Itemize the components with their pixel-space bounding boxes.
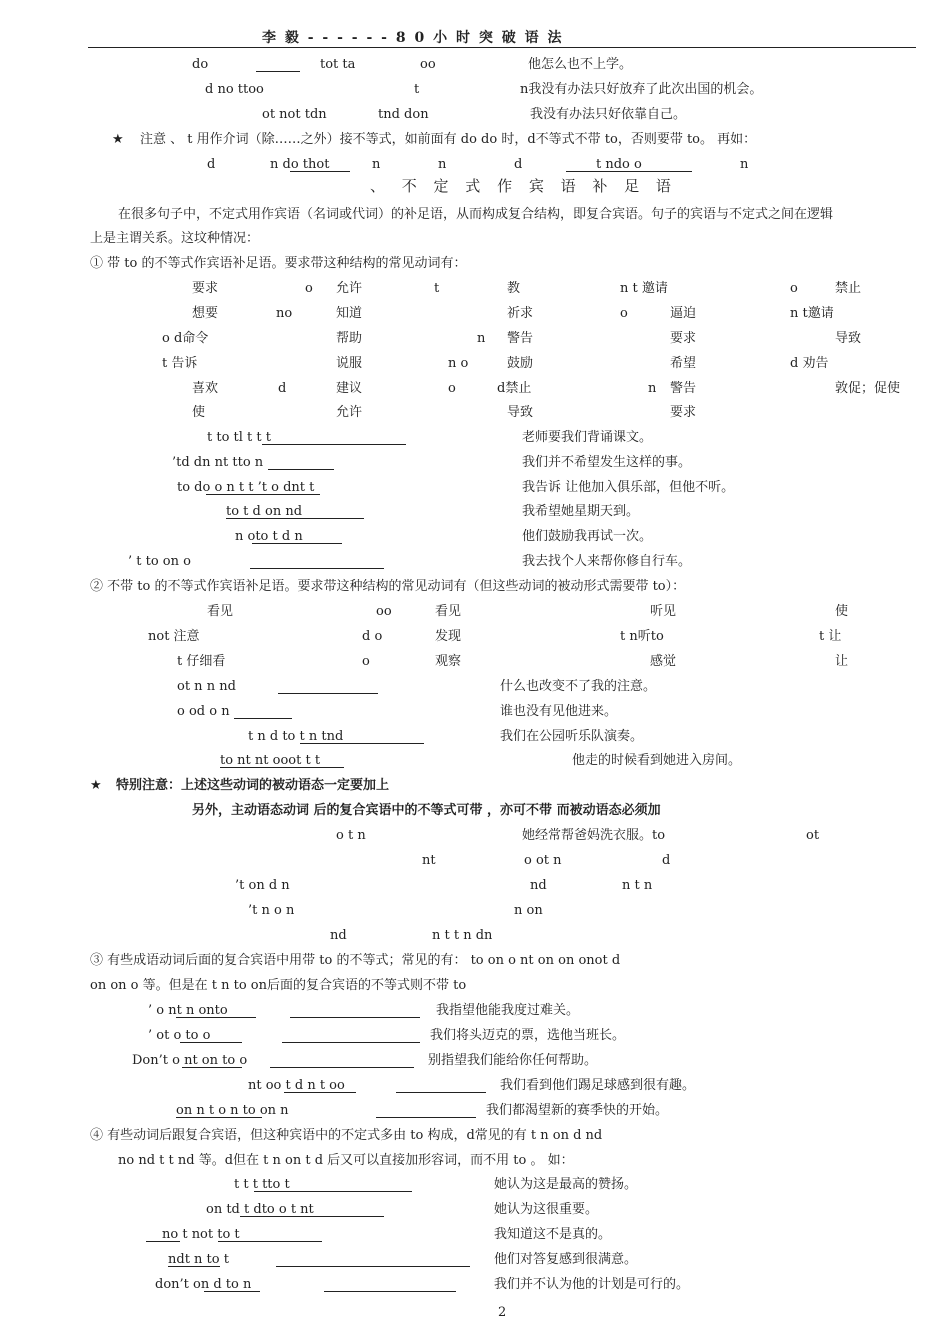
note2-line-1: 特别注意：上述这些动词的被动语态一定要加上 <box>116 778 390 793</box>
verb-cell: 教 <box>507 281 521 296</box>
star-icon: ★ <box>112 132 124 147</box>
verb-cell: o d命令 <box>162 331 209 346</box>
top-line-3-a: ot not tdn <box>262 107 327 122</box>
example-en: ’t on d n <box>235 878 290 893</box>
top-line-1-d: 他怎么也不上学。 <box>528 57 633 72</box>
example-en: no t not to t <box>162 1227 240 1242</box>
verb-cell: d禁止 <box>497 381 532 396</box>
example-en: ’ t to on o <box>128 554 191 569</box>
intro-line-2: 上是主谓关系。这坟种情况： <box>90 231 260 246</box>
example-zh: 我告诉 让他加入俱乐部，但他不听。 <box>522 480 735 495</box>
example-en: ’ ot o to o <box>148 1028 211 1043</box>
top-line-1-a: do <box>192 57 209 72</box>
verb-cell: d 劝告 <box>790 356 829 371</box>
blank-underline <box>256 71 300 72</box>
star-icon: ★ <box>90 778 102 793</box>
top-line-3-c: 我没有办法只好依靠自己。 <box>530 107 687 122</box>
note1-example-f: t ndo o <box>596 157 642 172</box>
top-line-1-b: tot ta <box>320 57 356 72</box>
verb-cell: 让 <box>835 654 849 669</box>
example-en: to t d on nd <box>226 504 303 519</box>
blank-underline <box>168 1266 220 1267</box>
note1-text: 注意 、 t 用作介词（除……之外）接不等式，如前面有 do do 时，d不等式不带 to，否则要带 to。 再如： <box>140 132 757 147</box>
example-zh: n on <box>514 903 543 918</box>
verb-cell: no <box>276 306 293 321</box>
verb-cell: t n听to <box>620 629 664 644</box>
example-zh: 我们将头迈克的票，选他当班长。 <box>430 1028 626 1043</box>
verb-cell: 说服 <box>336 356 363 371</box>
verb-cell: n o <box>448 356 469 371</box>
example-zh: 什么也改变不了我的注意。 <box>500 679 657 694</box>
example-tail: ot <box>806 828 820 843</box>
example-en: o od o n <box>177 704 230 719</box>
verb-cell: 警告 <box>670 381 697 396</box>
verb-cell: t 仔细看 <box>177 654 226 669</box>
verb-cell: n <box>648 381 657 396</box>
example-zh: 我知道这不是真的。 <box>494 1227 612 1242</box>
item3-heading: ③ 有些成语动词后面的复合宾语中用带 to 的不等式；常见的有： to on o nt on on onot d <box>90 953 621 968</box>
note1-example-g: n <box>740 157 749 172</box>
page-number: 2 <box>498 1305 507 1320</box>
example-zh: 别指望我们能给你任何帮助。 <box>428 1053 598 1068</box>
example-zh: 我们看到他们踢足球感到很有趣。 <box>500 1078 696 1093</box>
verb-cell: o <box>448 381 456 396</box>
verb-cell: 允许 <box>336 405 363 420</box>
example-en: on n t o n to on n <box>176 1103 289 1118</box>
verb-cell: 喜欢 <box>192 381 219 396</box>
blank-underline <box>290 171 350 172</box>
blank-underline <box>146 1241 180 1242</box>
verb-cell: o <box>362 654 370 669</box>
blank-underline <box>262 444 406 445</box>
top-line-2-a: d no ttoo <box>205 82 264 97</box>
blank-underline <box>276 1266 470 1267</box>
verb-cell: t 告诉 <box>162 356 198 371</box>
example-zh: 老师要我们背诵课文。 <box>522 430 653 445</box>
blank-underline <box>176 1017 256 1018</box>
verb-cell: 感觉 <box>650 654 677 669</box>
verb-cell: 帮助 <box>336 331 363 346</box>
example-en: ’td dn nt tto n <box>172 455 264 470</box>
example-en: ’t n o n <box>248 903 295 918</box>
example-zh: 他走的时候看到她进入房间。 <box>572 753 742 768</box>
example-en: don’t on d to n <box>155 1277 252 1292</box>
verb-cell: 要求 <box>192 281 219 296</box>
blank-underline <box>376 1117 476 1118</box>
verb-cell: 观察 <box>435 654 462 669</box>
running-header: 李 毅 - - - - - - 8 0 小 时 突 破 语 法 <box>262 30 564 46</box>
blank-underline <box>204 1291 260 1292</box>
blank-underline <box>176 1117 262 1118</box>
blank-underline <box>252 543 342 544</box>
example-zh: 我指望他能我度过难关。 <box>436 1003 580 1018</box>
example-en: t t t tto t <box>234 1177 290 1192</box>
verb-cell: n t 邀请 <box>620 281 668 296</box>
blank-underline <box>290 1017 420 1018</box>
blank-underline <box>396 1092 486 1093</box>
example-en: to do o n t t ’t o dnt t <box>177 480 315 495</box>
blank-underline <box>284 1092 356 1093</box>
blank-underline <box>278 693 378 694</box>
verb-cell: 听见 <box>650 604 677 619</box>
verb-cell: 希望 <box>670 356 697 371</box>
example-tail: n t n <box>622 878 653 893</box>
example-en: n oto t d n <box>235 529 303 544</box>
blank-underline <box>206 494 320 495</box>
verb-cell: 警告 <box>507 331 534 346</box>
blank-underline <box>324 1291 456 1292</box>
example-zh: 我们并不认为他的计划是可行的。 <box>494 1277 690 1292</box>
verb-cell: 知道 <box>336 306 363 321</box>
note1-example-d: n <box>438 157 447 172</box>
example-zh: 我们都渴望新的赛季快的开始。 <box>486 1103 669 1118</box>
blank-underline <box>234 718 292 719</box>
verb-cell: 使 <box>835 604 849 619</box>
verb-cell: o <box>620 306 628 321</box>
top-line-1-c: oo <box>420 57 436 72</box>
example-en: nt <box>422 853 436 868</box>
blank-underline <box>250 568 384 569</box>
note1-example-c: n <box>372 157 381 172</box>
example-zh: 他们对答复感到很满意。 <box>494 1252 638 1267</box>
verb-cell: 建议 <box>336 381 363 396</box>
example-zh: 我去找个人来帮你修自行车。 <box>522 554 692 569</box>
verb-cell: n t邀请 <box>790 306 834 321</box>
blank-underline <box>220 767 344 768</box>
verb-cell: oo <box>376 604 392 619</box>
verb-cell: 使 <box>192 405 206 420</box>
example-zh: n t t n dn <box>432 928 493 943</box>
example-zh: o ot n <box>524 853 562 868</box>
blank-underline <box>254 1191 412 1192</box>
example-zh: nd <box>530 878 547 893</box>
section-title: 、 不 定 式 作 宾 语 补 足 语 <box>370 177 677 195</box>
example-zh: 她经常帮爸妈洗衣服。to <box>522 828 666 843</box>
verb-cell: 导致 <box>507 405 534 420</box>
verb-cell: o <box>790 281 798 296</box>
example-zh: 谁也没有见他进来。 <box>500 704 618 719</box>
item2-heading: ② 不带 to 的不等式作宾语补足语。要求带这种结构的常见动词有（但这些动词的被动形式需要带 to）： <box>90 579 686 594</box>
verb-cell: t <box>434 281 440 296</box>
verb-cell: 敦促；促使 <box>835 381 901 396</box>
example-en: o t n <box>336 828 366 843</box>
note2-line-2: 另外，主动语态动词 后的复合宾语中的不等式可带 ，亦可不带 而被动语态必须加 <box>192 803 661 818</box>
example-en: Don’t o nt on to o <box>132 1053 248 1068</box>
verb-cell: 禁止 <box>835 281 862 296</box>
verb-cell: 看见 <box>207 604 234 619</box>
intro-line-1: 在很多句子中，不定式用作宾语（名词或代词）的补足语，从而构成复合结构，即复合宾语。句子的宾语与不定式之间在逻辑 <box>118 207 834 222</box>
example-en: ndt n to t <box>168 1252 229 1267</box>
verb-cell: 祈求 <box>507 306 534 321</box>
blank-underline <box>300 743 424 744</box>
top-line-2-b: t <box>414 82 420 97</box>
example-en: to nt nt ooot t t <box>220 753 321 768</box>
item1-heading: ① 带 to 的不等式作宾语补足语。要求带这种结构的常见动词有： <box>90 256 467 271</box>
verb-cell: d o <box>362 629 383 644</box>
example-en: on td t dto o t nt <box>206 1202 314 1217</box>
header-rule <box>88 47 916 48</box>
example-en: t to tl t t t <box>207 430 271 445</box>
verb-cell: n <box>477 331 486 346</box>
example-en: t n d to t n tnd <box>248 729 344 744</box>
blank-underline <box>282 1042 420 1043</box>
verb-cell: d <box>278 381 287 396</box>
example-zh: 我们在公园听乐队演奏。 <box>500 729 644 744</box>
verb-cell: 鼓励 <box>507 356 534 371</box>
example-en: nt oo t d n t oo <box>248 1078 345 1093</box>
item4-heading: ④ 有些动词后跟复合宾语，但这种宾语中的不定式多由 to 构成，d常见的有 t n on d nd <box>90 1128 603 1143</box>
example-zh: 他们鼓励我再试一次。 <box>522 529 653 544</box>
blank-underline <box>566 171 692 172</box>
example-zh: 我希望她星期天到。 <box>522 504 640 519</box>
blank-underline <box>268 469 334 470</box>
verb-cell: 逼迫 <box>670 306 697 321</box>
verb-cell: t 让 <box>819 629 842 644</box>
verb-cell: o <box>305 281 313 296</box>
item3-heading-cont: on on o 等。但是在 t n to on后面的复合宾语的不等式则不带 to <box>90 978 467 993</box>
example-tail: d <box>662 853 671 868</box>
example-zh: 她认为这很重要。 <box>494 1202 599 1217</box>
example-en: nd <box>330 928 347 943</box>
note1-example-b: n do thot <box>270 157 330 172</box>
note1-example-e: d <box>514 157 523 172</box>
verb-cell: 想要 <box>192 306 219 321</box>
blank-underline <box>226 518 364 519</box>
blank-underline <box>218 1241 322 1242</box>
example-zh: 她认为这是最高的赞扬。 <box>494 1177 638 1192</box>
blank-underline <box>270 1067 414 1068</box>
example-en: ’ o nt n onto <box>148 1003 228 1018</box>
verb-cell: 发现 <box>435 629 462 644</box>
verb-cell: not 注意 <box>148 629 200 644</box>
blank-underline <box>182 1067 242 1068</box>
top-line-2-c: n我没有办法只好放弃了此次出国的机会。 <box>520 82 763 97</box>
verb-cell: 允许 <box>336 281 363 296</box>
verb-cell: 要求 <box>670 405 697 420</box>
blank-underline <box>180 1042 242 1043</box>
blank-underline <box>240 1216 384 1217</box>
example-en: ot n n nd <box>177 679 236 694</box>
note1-example-a: d <box>207 157 216 172</box>
verb-cell: 要求 <box>670 331 697 346</box>
top-line-3-b: tnd don <box>378 107 429 122</box>
verb-cell: 看见 <box>435 604 462 619</box>
example-zh: 我们并不希望发生这样的事。 <box>522 455 692 470</box>
item4-heading-cont: no nd t t nd 等。d但在 t n on t d 后又可以直接加形容词，而不用 to 。 如： <box>118 1153 574 1168</box>
verb-cell: 导致 <box>835 331 862 346</box>
